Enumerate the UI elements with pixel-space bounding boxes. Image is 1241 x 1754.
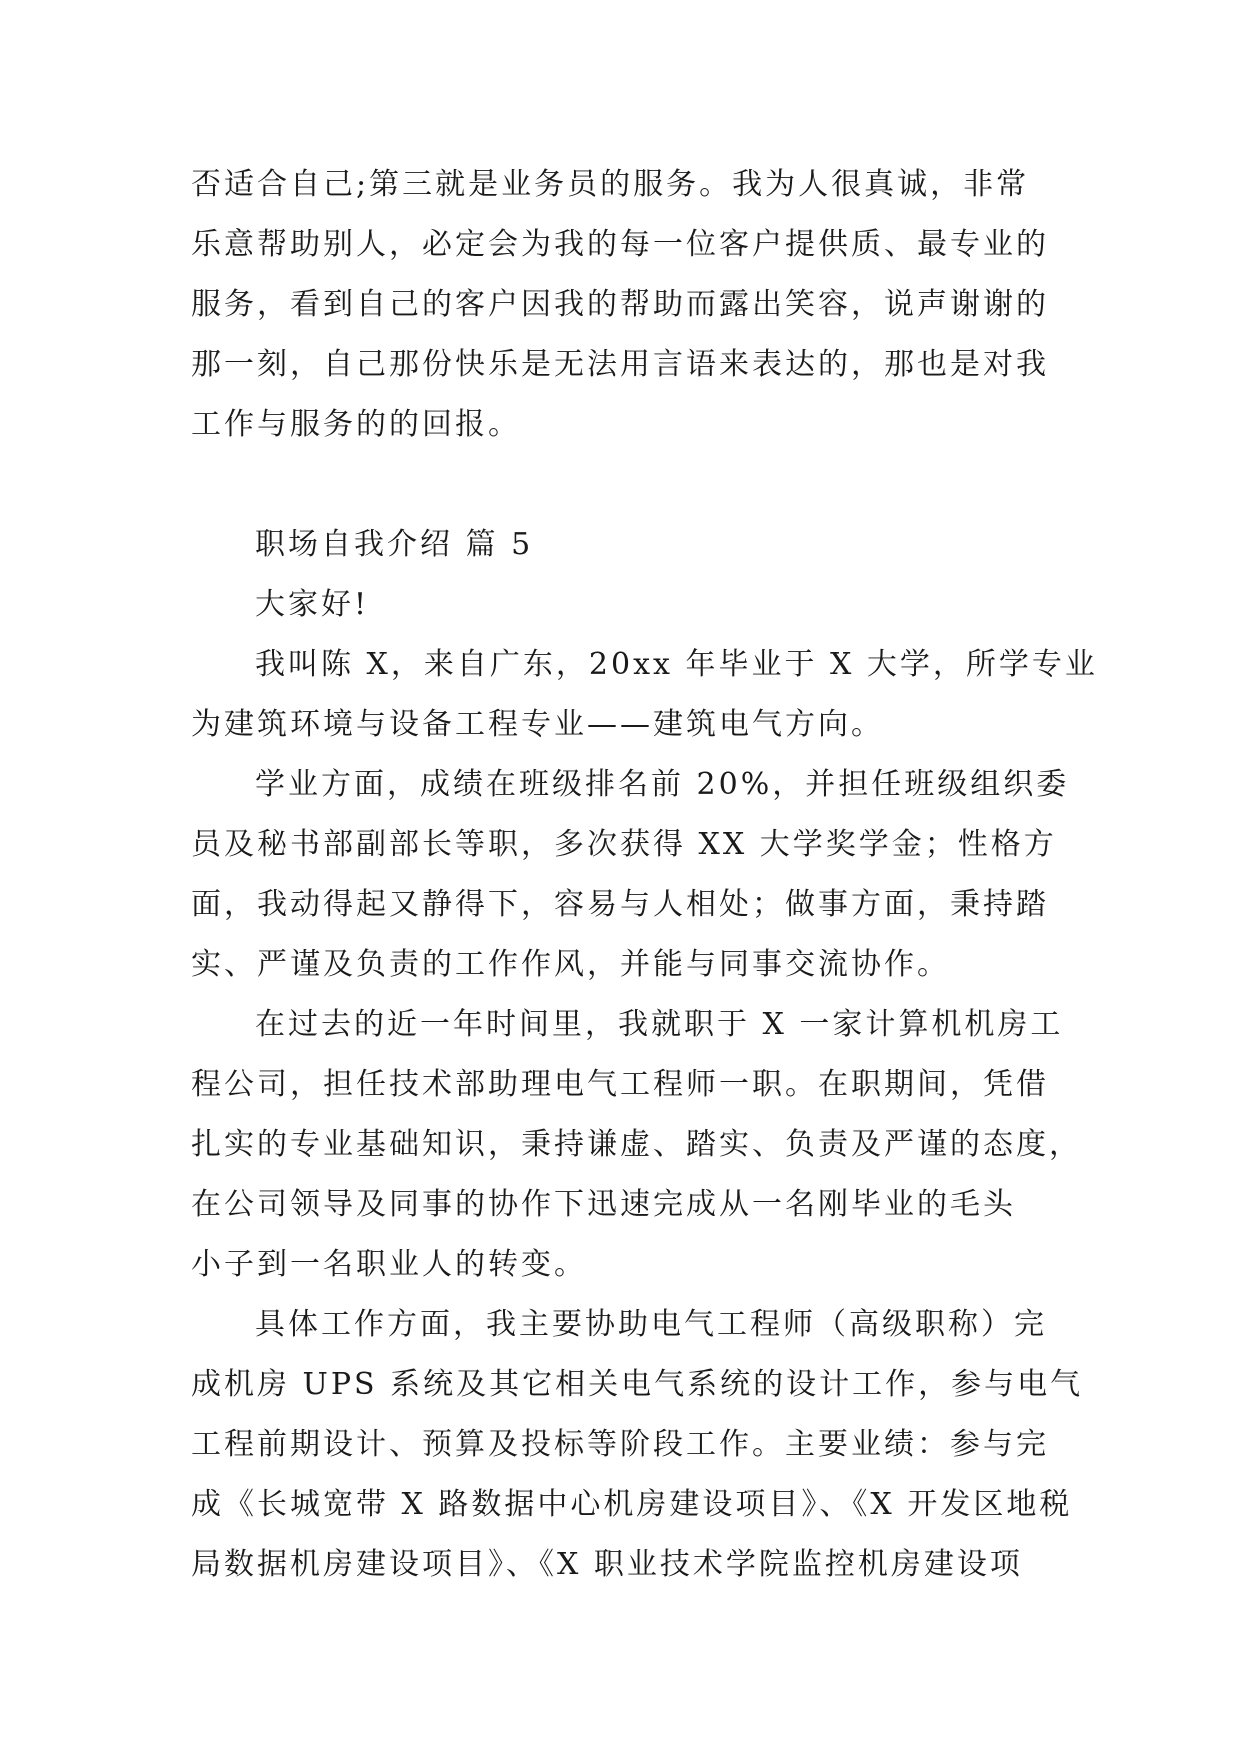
text-line: 否适合自己;第三就是业务员的服务。我为人很真诚，非常 [191, 167, 1030, 202]
paragraph-2-line: 员及秘书部副部长等职，多次获得 XX 大学奖学金；性格方 [191, 827, 1057, 862]
paragraph-3-line: 小子到一名职业人的转变。 [191, 1247, 587, 1282]
text-line: 服务，看到自己的客户因我的帮助而露出笑容，说声谢谢的 [191, 287, 1049, 322]
paragraph-4-line: 局数据机房建设项目》、《X 职业技术学院监控机房建设项 [191, 1547, 1023, 1582]
paragraph-2-line: 实、严谨及负责的工作作风，并能与同事交流协作。 [191, 947, 950, 982]
paragraph-4-line: 成《长城宽带 X 路数据中心机房建设项目》、《X 开发区地税 [191, 1487, 1073, 1522]
paragraph-4-line: 具体工作方面，我主要协助电气工程师（高级职称）完 [255, 1307, 1047, 1342]
paragraph-3-line: 扎实的专业基础知识，秉持谦虚、踏实、负责及严谨的态度， [191, 1127, 1082, 1162]
greeting: 大家好! [255, 587, 370, 622]
paragraph-1-line: 我叫陈 X，来自广东，20xx 年毕业于 X 大学，所学专业 [255, 647, 1098, 682]
text-line: 乐意帮助别人，必定会为我的每一位客户提供质、最专业的 [191, 227, 1049, 262]
section-heading: 职场自我介绍 篇 5 [255, 527, 534, 562]
paragraph-3-line: 在公司领导及同事的协作下迅速完成从一名刚毕业的毛头 [191, 1187, 1016, 1222]
section-spacer [191, 455, 1051, 515]
paragraph-4-line: 成机房 UPS 系统及其它相关电气系统的设计工作，参与电气 [191, 1367, 1084, 1402]
paragraph-1-line: 为建筑环境与设备工程专业——建筑电气方向。 [191, 707, 884, 742]
paragraph-2-line: 学业方面，成绩在班级排名前 20%，并担任班级组织委 [255, 767, 1070, 802]
paragraph-2-line: 面，我动得起又静得下，容易与人相处；做事方面，秉持踏 [191, 887, 1049, 922]
document-body [191, 155, 1098, 1595]
paragraph-3-line: 程公司，担任技术部助理电气工程师一职。在职期间，凭借 [191, 1067, 1049, 1102]
text-line: 工作与服务的的回报。 [191, 407, 521, 442]
paragraph-3-line: 在过去的近一年时间里，我就职于 X 一家计算机机房工 [255, 1007, 1064, 1042]
paragraph-4-line: 工程前期设计、预算及投标等阶段工作。主要业绩：参与完 [191, 1427, 1049, 1462]
text-line: 那一刻，自己那份快乐是无法用言语来表达的，那也是对我 [191, 347, 1049, 382]
